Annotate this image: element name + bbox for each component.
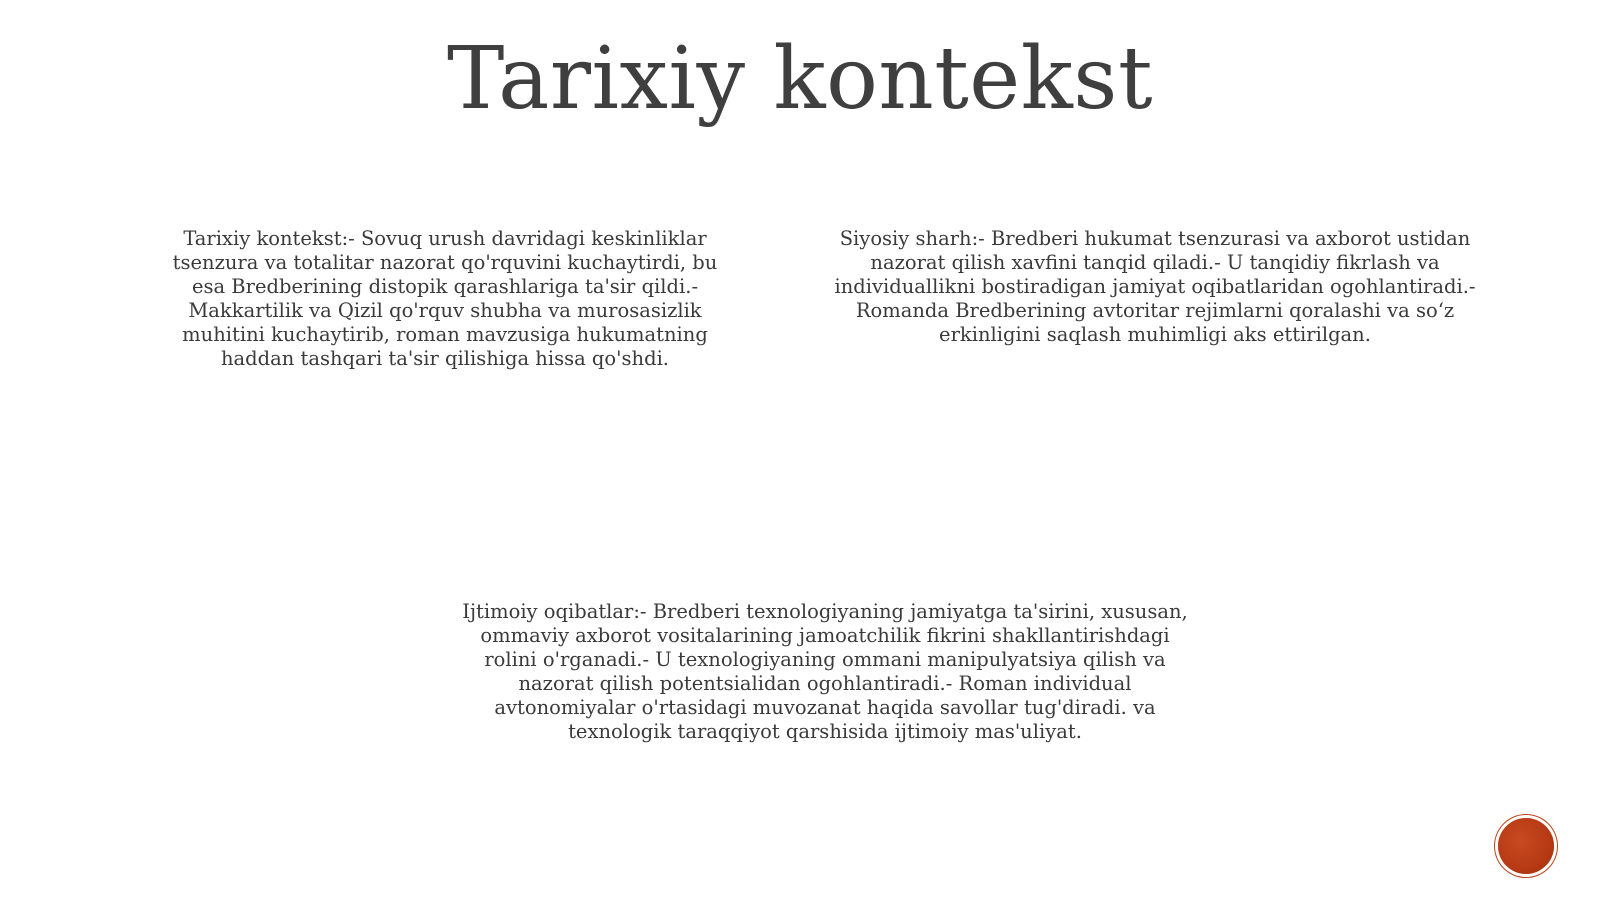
slide-title: Tarixiy kontekst (446, 29, 1154, 129)
social-consequences-text: Ijtimoiy oqibatlar:- Bredberi texnologiyaning jamiyatga ta'sirini, xususan, ommaviy axborot vositalarining jamoatchilik fikrini shakllantirishdagi rolini o'rganadi.- U texnologiyaning ommani manipulyatsiya qilish va nazorat qilish potentsialidan ogohlantiradi.- Roman individual avtonomiyalar o'rtasidagi muvozanat haqida savollar tug'diradi. va texnologik taraqqiyot qarshisida ijtimoiy mas'uliyat. (462, 600, 1188, 743)
circle-button-icon[interactable] (1498, 818, 1554, 874)
political-commentary-text: Siyosiy sharh:- Bredberi hukumat tsenzurasi va axborot ustidan nazorat qilish xavfini tanqid qiladi.- U tanqidiy fikrlash va individuallikni bostiradigan jamiyat oqibatlaridan ogohlantiradi.- Romanda Bredberining avtoritar rejimlarni qoralashi va so‘z erkinligini saqlash muhimligi aks ettirilgan. (834, 227, 1476, 346)
historical-context-text: Tarixiy kontekst:- Sovuq urush davridagi keskinliklar tsenzura va totalitar nazorat qo'rquvini kuchaytirdi, bu esa Bredberining distopik qarashlariga ta'sir qildi.- Makkartilik va Qizil qo'rquv shubha va murosasizlik muhitini kuchaytirib, roman mavzusiga hukumatning haddan tashqari ta'sir qilishiga hissa qo'shdi. (172, 227, 718, 370)
